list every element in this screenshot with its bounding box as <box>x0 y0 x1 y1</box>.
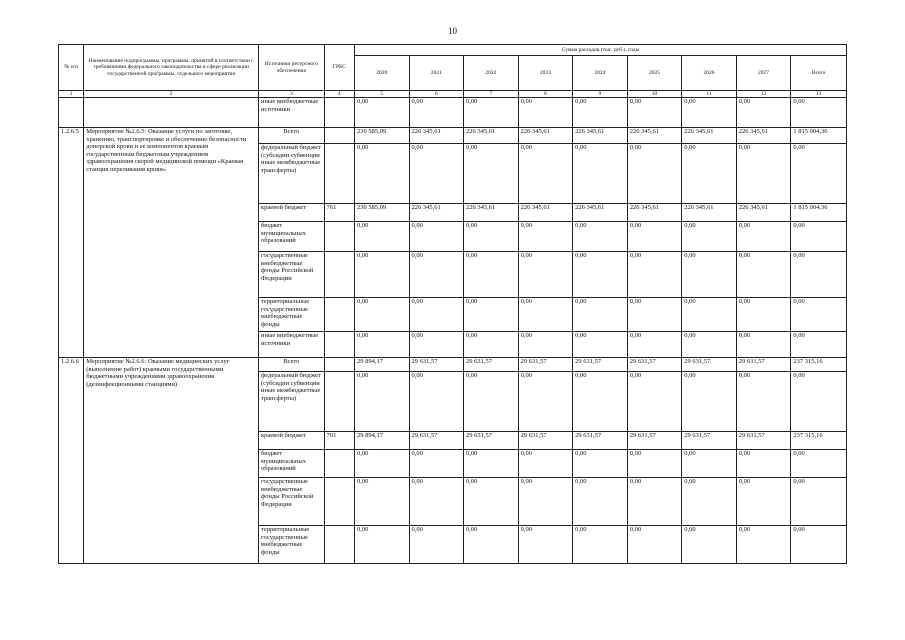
value-cell: 0,00 <box>736 526 791 564</box>
value-cell: 0,00 <box>573 526 628 564</box>
grbs-cell <box>324 526 354 564</box>
value-cell: 0,00 <box>464 450 519 478</box>
column-number: 13 <box>791 91 847 98</box>
table-row <box>59 358 847 372</box>
value-cell: 0,00 <box>573 332 628 358</box>
column-number: 4 <box>324 91 354 98</box>
value-cell: 29 894,17 <box>354 358 409 372</box>
value-cell: 226 345,61 <box>573 128 628 144</box>
value-cell: 0,00 <box>573 372 628 432</box>
value-cell: 0,00 <box>573 252 628 298</box>
value-cell: 0,00 <box>627 450 682 478</box>
value-cell: 29 631,57 <box>627 432 682 450</box>
header-grbs: ГРБС <box>324 45 354 91</box>
value-cell: 0,00 <box>736 252 791 298</box>
expenditure-table <box>58 44 847 564</box>
value-cell: 0,00 <box>518 332 573 358</box>
grbs-cell <box>324 128 354 144</box>
source-cell: краевой бюджет <box>259 204 325 222</box>
source-cell: иные внебюджетные источники <box>259 98 325 128</box>
value-cell: 0,00 <box>573 144 628 204</box>
source-cell: государственные внебюджетные фонды Российской Федерации <box>259 252 325 298</box>
source-cell: территориальные государственные внебюджетные фонды <box>259 526 325 564</box>
header-num: № п/п <box>59 45 84 91</box>
value-cell: 0,00 <box>518 450 573 478</box>
value-cell: 226 345,61 <box>736 204 791 222</box>
value-cell: 0,00 <box>464 252 519 298</box>
value-cell: 0,00 <box>354 298 409 332</box>
column-numbers-row <box>59 91 847 98</box>
value-cell: 29 631,57 <box>573 358 628 372</box>
row-number-cell <box>59 98 84 128</box>
value-cell: 0,00 <box>354 450 409 478</box>
value-cell: 0,00 <box>627 298 682 332</box>
source-cell: иные внебюджетные источники <box>259 332 325 358</box>
table-row <box>59 128 847 144</box>
value-cell: 0,00 <box>354 332 409 358</box>
header-name: Наименование подпрограммы, программы, принятой в соответствии с требованиями федерального законодательства в сфере реализации государственной программы, отдельного мероприятия <box>84 45 259 91</box>
value-cell: 0,00 <box>464 222 519 252</box>
column-number: 8 <box>518 91 573 98</box>
value-cell: 0,00 <box>791 450 847 478</box>
value-cell: 0,00 <box>354 252 409 298</box>
value-cell: 0,00 <box>736 222 791 252</box>
value-cell: 0,00 <box>518 526 573 564</box>
value-cell: 29 631,57 <box>736 358 791 372</box>
value-cell: 0,00 <box>518 372 573 432</box>
value-cell: 0,00 <box>791 222 847 252</box>
column-number: 6 <box>409 91 464 98</box>
value-cell: 0,00 <box>791 298 847 332</box>
value-cell: 0,00 <box>682 478 737 526</box>
value-cell: 0,00 <box>518 144 573 204</box>
header-year: 2021 <box>409 56 464 91</box>
grbs-cell <box>324 222 354 252</box>
grbs-cell: 761 <box>324 204 354 222</box>
header-year: 2027 <box>736 56 791 91</box>
value-cell: 0,00 <box>354 478 409 526</box>
value-cell: 237 315,16 <box>791 358 847 372</box>
page-number: 10 <box>448 26 457 36</box>
column-number: 9 <box>573 91 628 98</box>
value-cell: 0,00 <box>682 372 737 432</box>
header-year: 2024 <box>573 56 628 91</box>
header-year: 2025 <box>627 56 682 91</box>
value-cell: 1 815 004,36 <box>791 204 847 222</box>
value-cell: 0,00 <box>791 252 847 298</box>
source-cell: территориальные государственные внебюджетные фонды <box>259 298 325 332</box>
column-number: 3 <box>259 91 325 98</box>
value-cell: 29 631,57 <box>573 432 628 450</box>
value-cell: 0,00 <box>409 332 464 358</box>
value-cell: 226 345,61 <box>518 204 573 222</box>
value-cell: 29 631,57 <box>518 432 573 450</box>
value-cell: 0,00 <box>736 450 791 478</box>
value-cell: 0,00 <box>518 298 573 332</box>
column-number: 11 <box>682 91 737 98</box>
value-cell: 0,00 <box>682 252 737 298</box>
value-cell: 0,00 <box>464 526 519 564</box>
source-cell: краевой бюджет <box>259 432 325 450</box>
header-sum-group: Сумма расходов (тыс. руб.), годы <box>354 45 846 56</box>
value-cell: 29 631,57 <box>464 432 519 450</box>
header-source: Источники ресурсного обеспечения <box>259 45 325 91</box>
value-cell: 0,00 <box>736 372 791 432</box>
value-cell: 0,00 <box>627 222 682 252</box>
value-cell: 0,00 <box>682 526 737 564</box>
value-cell: 230 585,09 <box>354 204 409 222</box>
header-year: 2020 <box>354 56 409 91</box>
column-number: 5 <box>354 91 409 98</box>
value-cell: 0,00 <box>518 222 573 252</box>
value-cell: 226 345,61 <box>627 204 682 222</box>
value-cell: 0,00 <box>682 450 737 478</box>
activity-number: 1.2.6.5 <box>59 128 84 358</box>
column-number: 12 <box>736 91 791 98</box>
value-cell: 226 345,61 <box>409 204 464 222</box>
value-cell: 0,00 <box>682 98 737 128</box>
value-cell: 230 585,09 <box>354 128 409 144</box>
value-cell: 0,00 <box>409 372 464 432</box>
value-cell: 0,00 <box>627 372 682 432</box>
source-cell: федеральный бюджет (субсидии субвенции иные межбюджетные трансферты) <box>259 144 325 204</box>
column-number: 1 <box>59 91 84 98</box>
value-cell: 226 345,61 <box>518 128 573 144</box>
value-cell: 0,00 <box>464 144 519 204</box>
value-cell: 0,00 <box>409 98 464 128</box>
value-cell: 29 631,57 <box>682 432 737 450</box>
value-cell: 0,00 <box>573 450 628 478</box>
value-cell: 0,00 <box>354 526 409 564</box>
value-cell: 226 345,61 <box>464 128 519 144</box>
table-row <box>59 98 847 128</box>
column-number: 2 <box>84 91 259 98</box>
value-cell: 0,00 <box>464 372 519 432</box>
value-cell: 226 345,61 <box>627 128 682 144</box>
value-cell: 0,00 <box>409 222 464 252</box>
value-cell: 0,00 <box>791 478 847 526</box>
value-cell: 0,00 <box>354 372 409 432</box>
value-cell: 29 631,57 <box>682 358 737 372</box>
value-cell: 0,00 <box>682 144 737 204</box>
value-cell: 0,00 <box>627 526 682 564</box>
value-cell: 0,00 <box>518 252 573 298</box>
grbs-cell <box>324 450 354 478</box>
value-cell: 0,00 <box>518 478 573 526</box>
value-cell: 29 894,17 <box>354 432 409 450</box>
value-cell: 0,00 <box>464 332 519 358</box>
column-number: 7 <box>464 91 519 98</box>
value-cell: 0,00 <box>736 478 791 526</box>
value-cell: 0,00 <box>409 298 464 332</box>
value-cell: 0,00 <box>736 298 791 332</box>
value-cell: 0,00 <box>464 298 519 332</box>
source-cell: федеральный бюджет (субсидии субвенции иные межбюджетные трансферты) <box>259 372 325 432</box>
value-cell: 0,00 <box>573 478 628 526</box>
value-cell: 29 631,57 <box>409 432 464 450</box>
value-cell: 0,00 <box>791 332 847 358</box>
value-cell: 0,00 <box>409 252 464 298</box>
value-cell: 0,00 <box>791 98 847 128</box>
source-cell: Всего <box>259 128 325 144</box>
value-cell: 226 345,61 <box>682 128 737 144</box>
value-cell: 0,00 <box>464 98 519 128</box>
value-cell: 0,00 <box>573 298 628 332</box>
value-cell: 0,00 <box>627 478 682 526</box>
value-cell: 0,00 <box>354 98 409 128</box>
header-year: 2026 <box>682 56 737 91</box>
value-cell: 0,00 <box>736 332 791 358</box>
value-cell: 0,00 <box>518 98 573 128</box>
activity-title: Мероприятие №2.6.5: Оказание услуги по заготовке, хранению, транспортировке и обеспечению безопасности донорской крови и ее компонентов краевым государственным бюджетным учреждением здравоохранения скорой медицинской помощи «Краевая станция переливания крови» <box>84 128 259 358</box>
value-cell: 1 815 004,36 <box>791 128 847 144</box>
header-year: Всего <box>791 56 847 91</box>
value-cell: 0,00 <box>409 478 464 526</box>
value-cell: 0,00 <box>627 144 682 204</box>
grbs-cell: 761 <box>324 432 354 450</box>
value-cell: 237 315,16 <box>791 432 847 450</box>
value-cell: 0,00 <box>791 526 847 564</box>
grbs-cell <box>324 144 354 204</box>
header-year: 2022 <box>464 56 519 91</box>
value-cell: 0,00 <box>409 144 464 204</box>
value-cell: 0,00 <box>464 478 519 526</box>
value-cell: 29 631,57 <box>518 358 573 372</box>
value-cell: 226 345,61 <box>736 128 791 144</box>
value-cell: 0,00 <box>791 144 847 204</box>
source-cell: Всего <box>259 358 325 372</box>
grbs-cell <box>324 478 354 526</box>
value-cell: 0,00 <box>736 144 791 204</box>
grbs-cell <box>324 358 354 372</box>
grbs-cell <box>324 372 354 432</box>
grbs-cell <box>324 332 354 358</box>
source-cell: государственные внебюджетные фонды Российской Федерации <box>259 478 325 526</box>
value-cell: 226 345,61 <box>573 204 628 222</box>
source-cell: бюджет муниципальных образований <box>259 222 325 252</box>
grbs-cell <box>324 98 354 128</box>
header-year: 2023 <box>518 56 573 91</box>
grbs-cell <box>324 252 354 298</box>
value-cell: 0,00 <box>409 526 464 564</box>
value-cell: 0,00 <box>354 222 409 252</box>
value-cell: 226 345,61 <box>409 128 464 144</box>
value-cell: 0,00 <box>573 222 628 252</box>
value-cell: 0,00 <box>627 332 682 358</box>
value-cell: 0,00 <box>627 252 682 298</box>
value-cell: 226 345,61 <box>682 204 737 222</box>
value-cell: 0,00 <box>736 98 791 128</box>
value-cell: 0,00 <box>409 450 464 478</box>
value-cell: 0,00 <box>682 298 737 332</box>
value-cell: 29 631,57 <box>736 432 791 450</box>
activity-number: 1.2.6.6 <box>59 358 84 564</box>
source-cell: бюджет муниципальных образований <box>259 450 325 478</box>
grbs-cell <box>324 298 354 332</box>
value-cell: 226 345,61 <box>464 204 519 222</box>
value-cell: 0,00 <box>682 332 737 358</box>
column-number: 10 <box>627 91 682 98</box>
activity-title-cell <box>84 98 259 128</box>
value-cell: 0,00 <box>791 372 847 432</box>
value-cell: 0,00 <box>682 222 737 252</box>
value-cell: 29 631,57 <box>627 358 682 372</box>
value-cell: 29 631,57 <box>464 358 519 372</box>
value-cell: 29 631,57 <box>409 358 464 372</box>
value-cell: 0,00 <box>354 144 409 204</box>
activity-title: Мероприятие №2.6.6: Оказание медицинских услуг (выполнение работ) краевыми государственными бюджетными учреждениями здравоохранения (дезинфекционными станциями) <box>84 358 259 564</box>
header-row-group <box>59 45 847 56</box>
value-cell: 0,00 <box>627 98 682 128</box>
value-cell: 0,00 <box>573 98 628 128</box>
